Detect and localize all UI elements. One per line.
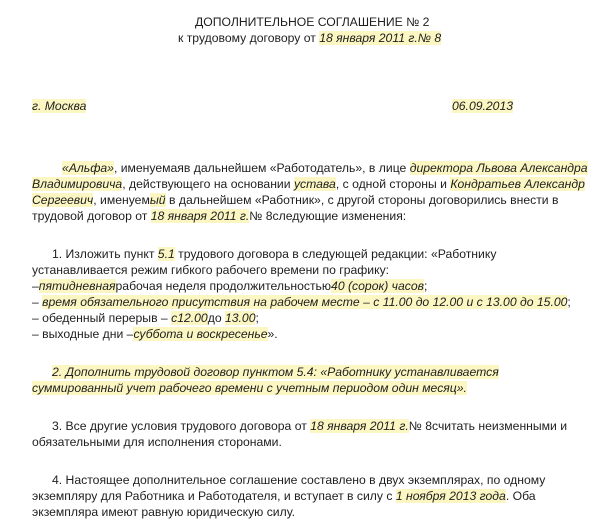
item3-line-1: 3. Все другие условия трудового договора от 18 января 2011 г.№ 8считать неизменными и — [52, 419, 568, 433]
item2-line-2: суммированный учет рабочего времени с учетным периодом один месяц». — [32, 381, 467, 395]
basis-document: устава — [293, 177, 336, 191]
employee-name: Кондратьев Александр — [450, 177, 585, 191]
document-title — [195, 14, 429, 30]
title-line1: ДОПОЛНИТЕЛЬНОЕ СОГЛАШЕНИЕ № 2 — [195, 15, 430, 29]
intro-line-4: трудовой договор от 18 января 2011 г.№ 8следующие изменения: — [32, 209, 407, 223]
company-name: «Альфа» — [62, 161, 114, 175]
item1-bullet-workweek: –пятидневнаярабочая неделя продолжительностью40 (сорок) часов; — [32, 279, 428, 293]
city-text: г. Москва — [32, 99, 87, 113]
document-date — [452, 98, 513, 114]
item1-bullet-presence: – время обязательного присутствия на рабочем месте – с 11.00 до 12.00 и с 13.00 до 15.00; — [32, 295, 571, 309]
contract-date: 18 января 2011 г. — [150, 209, 250, 223]
subtitle-prefix: к трудовому договору от — [178, 31, 320, 45]
director-name: директора Львова Александра — [409, 161, 588, 175]
date-text: 06.09.2013 — [452, 99, 513, 113]
clause-number: 5.1 — [157, 247, 175, 261]
item2-line-1: 2. Дополнить трудовой договор пунктом 5.4: «Работнику устанавливается — [52, 365, 499, 379]
item4-line-3: экземпляра имеют равную юридическую силу. — [32, 505, 295, 519]
effective-date: 1 ноября 2013 года — [395, 489, 506, 503]
item1-line-2: устанавливается режим гибкого рабочего времени по графику: — [32, 263, 390, 277]
item1-bullet-weekend: – выходные дни –суббота и воскресенье». — [32, 327, 278, 341]
item4-line-1: 4. Настоящее дополнительное соглашение составлено в двух экземплярах, по одному — [52, 473, 546, 487]
item1-line-1: 1. Изложить пункт 5.1 трудового договора в следующей редакции: «Работнику — [52, 247, 497, 261]
item1-bullet-lunch: – обеденный перерыв – с12.00до 13.00; — [32, 311, 259, 325]
subtitle-date: 18 января 2011 г. — [319, 31, 418, 45]
intro-line-2: Владимировича, действующего на основании устава, с одной стороны и Кондратьев Александр — [32, 177, 585, 191]
subtitle-number: № 8 — [417, 31, 442, 45]
document-subtitle — [178, 30, 441, 46]
intro-line-1: «Альфа», именуемаяв дальнейшем «Работодатель», в лице директора Львова Александра — [62, 161, 588, 175]
intro-line-3: Сергеевич, именуемый в дальнейшем «Работник», с другой стороны договорились внести в — [32, 193, 559, 207]
city — [32, 98, 86, 114]
item3-line-2: обязательными для исполнения сторонами. — [32, 435, 282, 449]
item4-line-2: экземпляру для Работника и Работодателя, и вступает в силу с 1 ноября 2013 года. Оба — [32, 489, 536, 503]
